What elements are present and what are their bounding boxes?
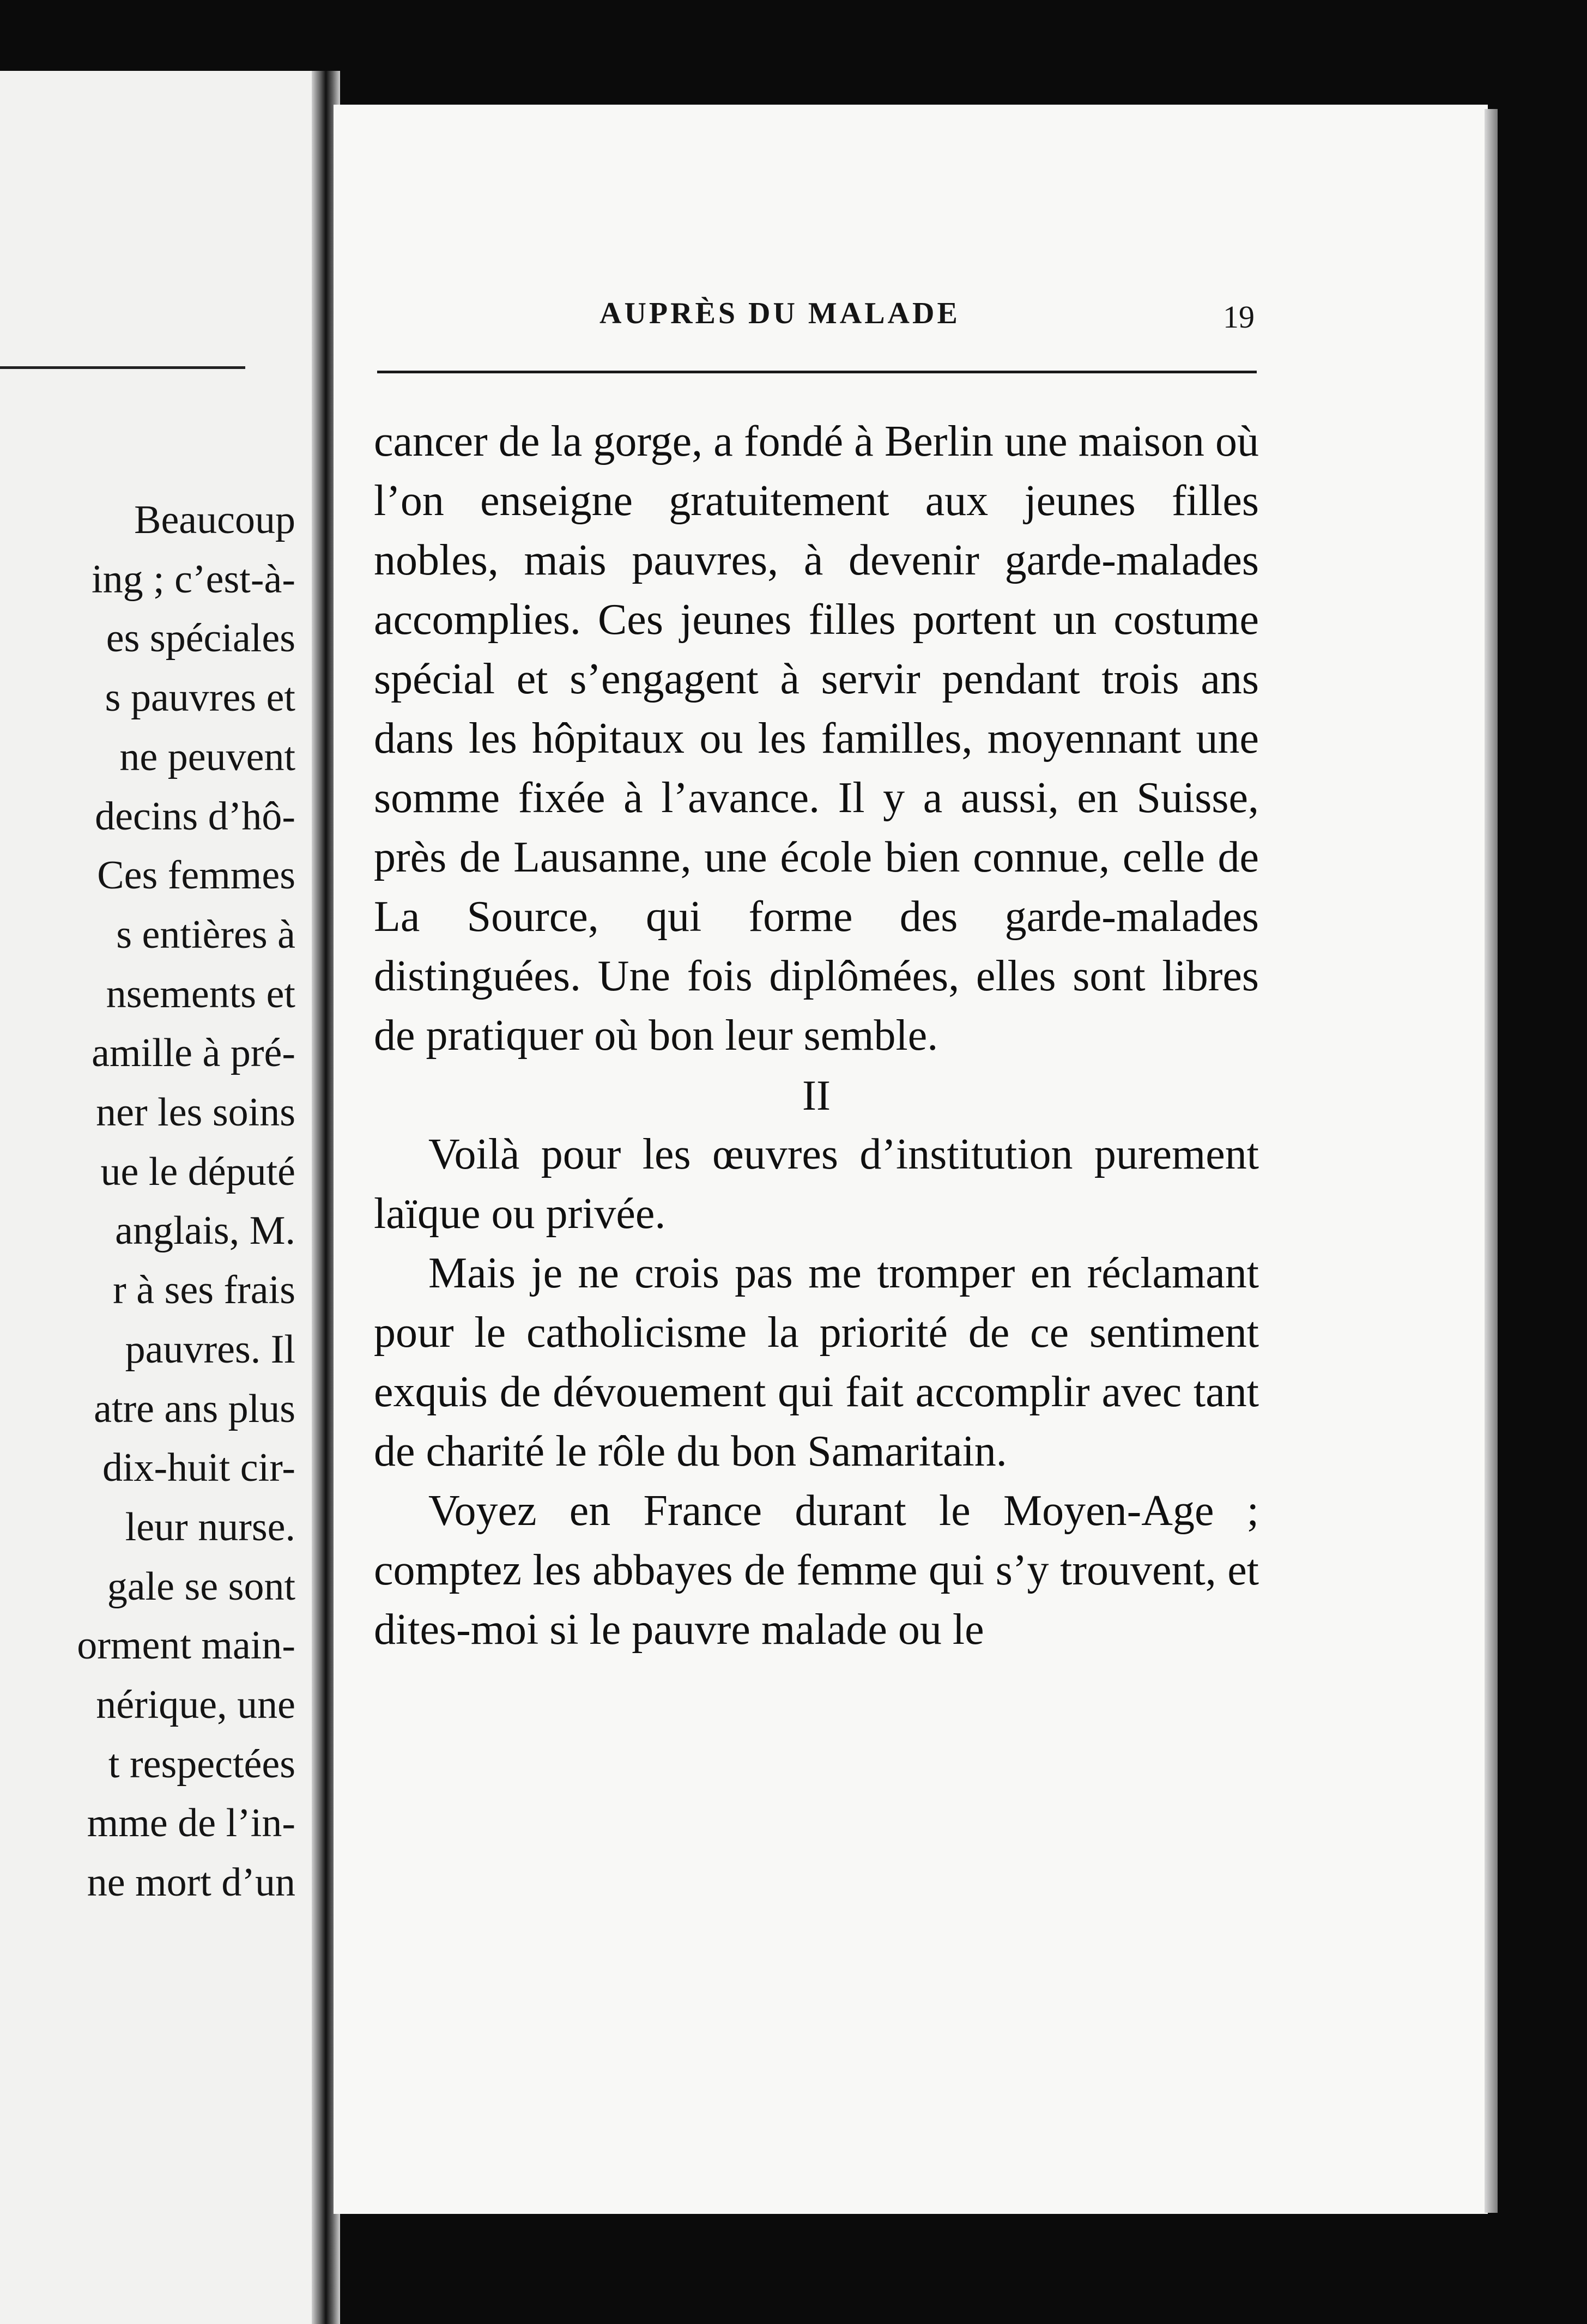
- left-page: [0, 71, 317, 2324]
- left-line: pauvres. Il: [125, 1327, 295, 1372]
- paragraph: Mais je ne crois pas me tromper en réclamant pour le catholicisme la priorité de ce sentiment exquis de dévouement qui fait accomplir avec tant de charité le rôle du bon Samaritain.: [374, 1249, 1259, 1475]
- left-line: dix-huit cir-: [102, 1445, 295, 1491]
- left-line: s pauvres et: [105, 675, 295, 721]
- left-line: ne peuvent: [119, 734, 295, 779]
- header-rule: [377, 371, 1257, 373]
- page-number: 19: [1223, 299, 1255, 335]
- left-line: ner les soins: [96, 1090, 295, 1135]
- left-line: ne mort d’un: [87, 1860, 295, 1905]
- left-line: es spéciales: [106, 616, 295, 661]
- left-line: decins d’hô-: [95, 794, 295, 839]
- left-line: mme de l’in-: [87, 1801, 295, 1846]
- left-line: gale se sont: [107, 1564, 295, 1609]
- left-line: orment main-: [77, 1623, 295, 1668]
- left-line: t respectées: [108, 1741, 295, 1787]
- paragraph: Voilà pour les œuvres d’institution purement laïque ou privée.: [374, 1130, 1259, 1238]
- left-page-text: [1, 491, 295, 1913]
- left-line: s entières à: [116, 912, 295, 957]
- right-page-edge: [1485, 109, 1498, 2213]
- left-line: ue le député: [100, 1149, 295, 1194]
- left-line: atre ans plus: [94, 1386, 295, 1431]
- left-line: leur nurse.: [125, 1504, 295, 1550]
- left-line: Ces femmes: [97, 853, 295, 898]
- running-header: AUPRÈS DU MALADE: [599, 296, 960, 330]
- left-line: r à ses frais: [113, 1268, 295, 1313]
- paragraph: Voyez en France durant le Moyen-Age ; comptez les abbayes de femme qui s’y trouvent, et dites-moi si le pauvre malade ou le: [374, 1487, 1259, 1654]
- section-number: II: [802, 1072, 831, 1119]
- left-line: amille à pré-: [92, 1031, 295, 1076]
- right-page-text: [374, 412, 1259, 1660]
- paragraph: cancer de la gorge, a fondé à Berlin une maison où l’on enseigne gratuitement aux jeunes filles nobles, mais pauvres, à devenir garde-malades accomplies. Ces jeunes filles portent un costume spécial et s’engagent à servir pendant trois ans dans les hôpitaux ou les familles, moyennant une somme fixée à l’avance. Il y a aussi, en Suisse, près de Lausanne, une école bien connue, celle de La Source, qui forme des garde-malades distinguées. Une fois diplômées, elles sont libres de pratiquer où bon leur semble.: [374, 417, 1259, 1060]
- left-line: anglais, M.: [115, 1208, 295, 1254]
- left-line: Beaucoup: [134, 498, 295, 542]
- left-line: nérique, une: [96, 1683, 295, 1728]
- left-line: ing ; c’est-à-: [92, 556, 295, 602]
- left-line: nsements et: [106, 971, 295, 1016]
- left-page-header-rule: [0, 366, 245, 369]
